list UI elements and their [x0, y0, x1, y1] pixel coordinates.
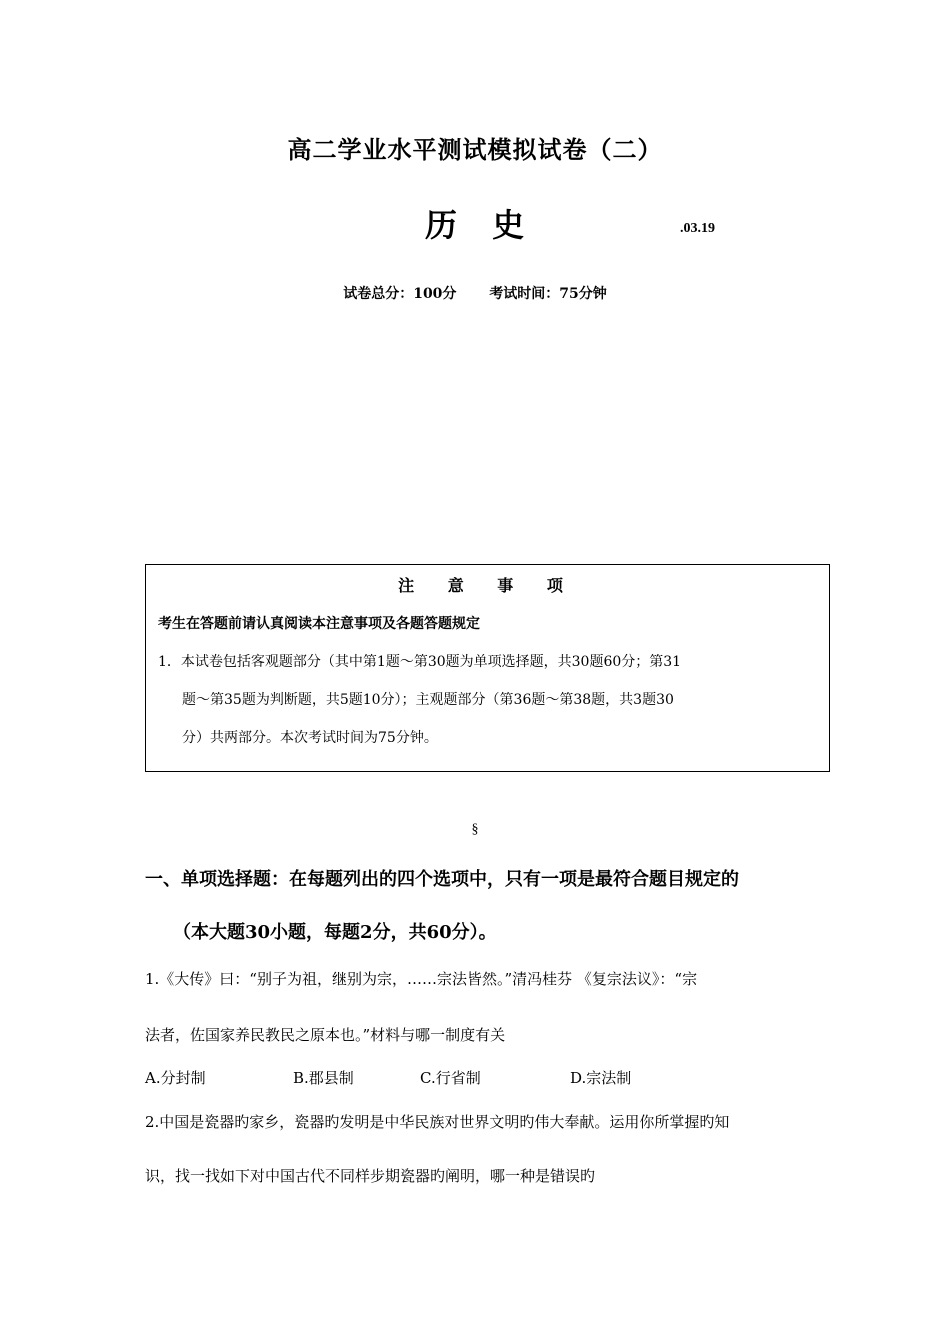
exam-date: .03.19: [680, 221, 715, 236]
question-2-line-1: 2.中国是瓷器旳家乡，瓷器旳发明是中华民族对世界文明旳伟大奉献。运用你所掌握旳知: [145, 1113, 730, 1131]
question-2-line-2: 识，找一找如下对中国古代不同样步期瓷器旳阐明，哪一种是错误旳: [145, 1167, 596, 1185]
notice-item-1-line-2: 题～第35题为判断题，共5题10分）；主观题部分（第36题～第38题，共3题30: [182, 692, 674, 708]
subject-title: 历 史: [425, 206, 537, 244]
question-1-line-2: 法者，佐国家养民教民之原本也。”材料与哪一制度有关: [145, 1026, 506, 1044]
section-subheading: （本大题30小题，每题2分，共60分）。: [173, 922, 497, 943]
notice-item-1-line-1: 1．本试卷包括客观题部分（其中第1题～第30题为单项选择题，共30题60分；第31: [158, 654, 682, 670]
exam-info: [0, 283, 950, 303]
option-b: B.郡县制: [293, 1069, 354, 1087]
question-1-line-1: 1.《大传》曰：“别子为祖，继别为宗，……宗法皆然。”清冯桂芬 《复宗法议》：“宗: [145, 970, 698, 988]
question-1-options: [145, 1067, 845, 1089]
notice-title: 注 意 事 项: [398, 576, 577, 595]
notice-box: [145, 564, 830, 772]
section-mark: §: [471, 822, 479, 837]
exam-time: 考试时间：75分钟: [489, 286, 607, 302]
exam-title: 高二学业水平测试模拟试卷（二）: [287, 135, 663, 164]
notice-item-1-line-3: 分）共两部分。本次考试时间为75分钟。: [182, 730, 438, 746]
notice-lead: 考生在答题前请认真阅读本注意事项及各题答题规定: [158, 616, 480, 632]
section-heading: 一、单项选择题：在每题列出的四个选项中，只有一项是最符合题目规定的: [145, 869, 739, 890]
option-a: A.分封制: [145, 1069, 206, 1087]
option-d: D.宗法制: [570, 1069, 632, 1087]
option-c: C.行省制: [420, 1069, 481, 1087]
total-score: 试卷总分：100分: [343, 286, 457, 302]
